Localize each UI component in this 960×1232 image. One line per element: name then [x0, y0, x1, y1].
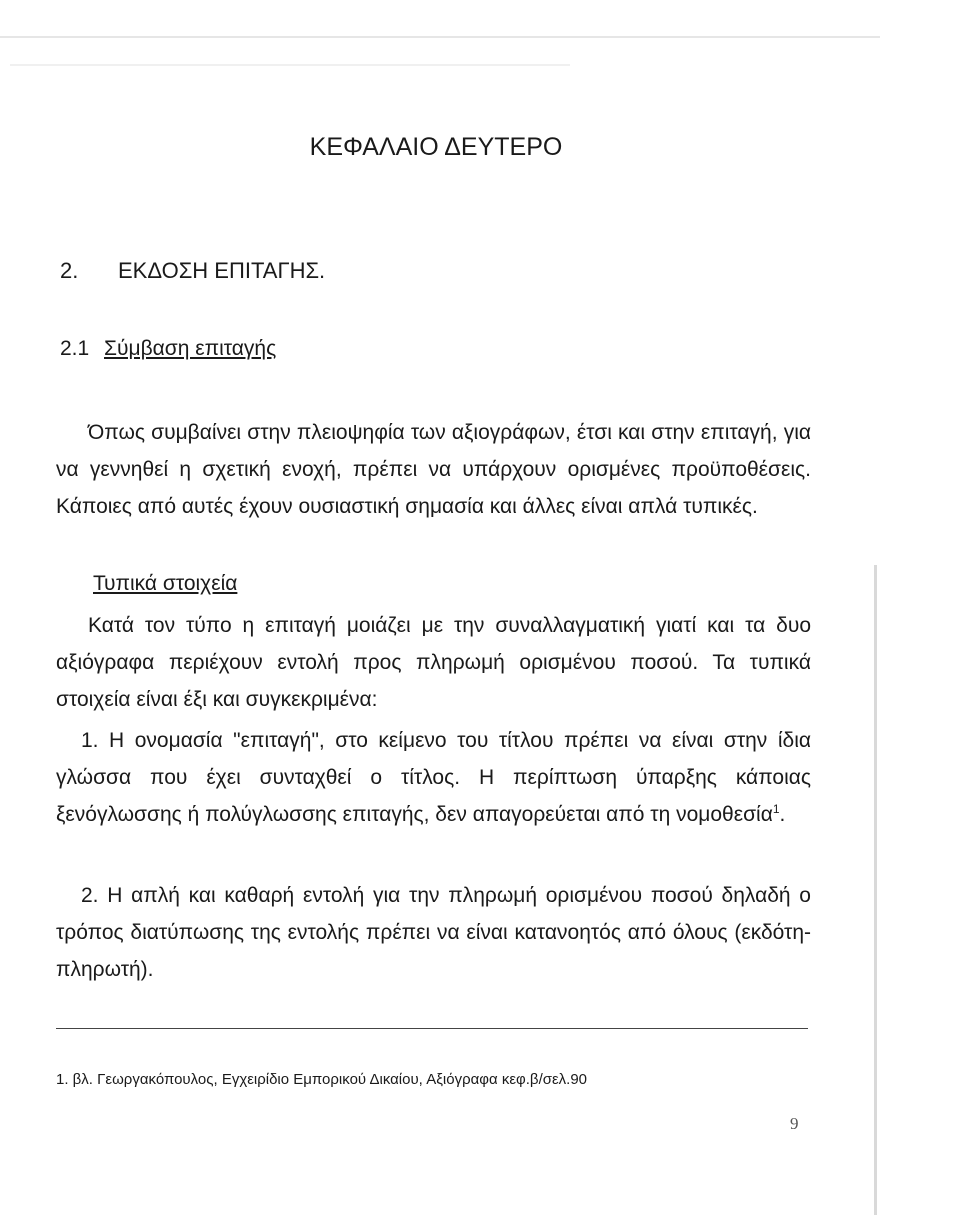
- section-number: 2.: [60, 258, 79, 283]
- section-title: ΕΚΔΟΣΗ ΕΠΙΤΑΓΗΣ.: [118, 258, 326, 283]
- page-number: 9: [790, 1114, 799, 1133]
- footnote: 1. βλ. Γεωργακόπουλος, Εγχειρίδιο Εμπορικού Δικαίου, Αξιόγραφα κεφ.β/σελ.90: [56, 1071, 588, 1088]
- chapter-title: ΚΕΦΑΛΑΙΟ ΔΕΥΤΕΡΟ: [309, 133, 563, 161]
- footnote-divider: [56, 1028, 808, 1029]
- footnote-reference: 1: [772, 802, 780, 816]
- paragraph-intro: [56, 414, 811, 525]
- subsection-title: Σύμβαση επιταγής: [104, 337, 277, 360]
- list-item-1-text: 1. Η ονομασία "επιταγή", στο κείμενο του τίτλου πρέπει να είναι στην ίδια γλώσσα που έχει συνταχθεί ο τίτλος. Η περίπτωση ύπαρξης κάποιας ξενόγλωσσης ή πολύγλωσσης επιταγής, δεν απαγορεύεται από τη νομοθεσία: [56, 729, 811, 826]
- section-heading: [60, 256, 325, 286]
- scan-artifact-right-edge: [874, 565, 877, 1215]
- paragraph-intro-text: Όπως συμβαίνει στην πλειοψηφία των αξιογράφων, έτσι και στην επιταγή, για να γεννηθεί η σχετική ενοχή, πρέπει να υπάρχουν ορισμένες προϋποθέσεις. Κάποιες από αυτές έχουν ουσιαστική σημασία και άλλες είναι απλά τυπικές.: [56, 421, 811, 518]
- scan-artifact-top-faint: [10, 64, 570, 66]
- paragraph-formal-elements: Κατά τον τύπο η επιταγή μοιάζει με την συναλλαγματική γιατί και τα δυο αξιόγραφα περιέχουν εντολή προς πληρωμή ορισμένου ποσού. Τα τυπικά στοιχεία είναι έξι και συγκεκριμένα:: [56, 614, 811, 711]
- scan-artifact-top: [0, 36, 880, 38]
- list-item-2: 2. Η απλή και καθαρή εντολή για την πληρωμή ορισμένου ποσού δηλαδή ο τρόπος διατύπωσης της εντολής πρέπει να είναι κατανοητός από όλους (εκδότη-πληρωτή).: [56, 884, 811, 981]
- list-item-1-tail: .: [779, 803, 786, 826]
- subsection-heading: [60, 334, 276, 364]
- list-item-1: [56, 722, 811, 833]
- subsection-number: 2.1: [60, 337, 90, 360]
- formal-elements-heading: Τυπικά στοιχεία: [93, 572, 238, 595]
